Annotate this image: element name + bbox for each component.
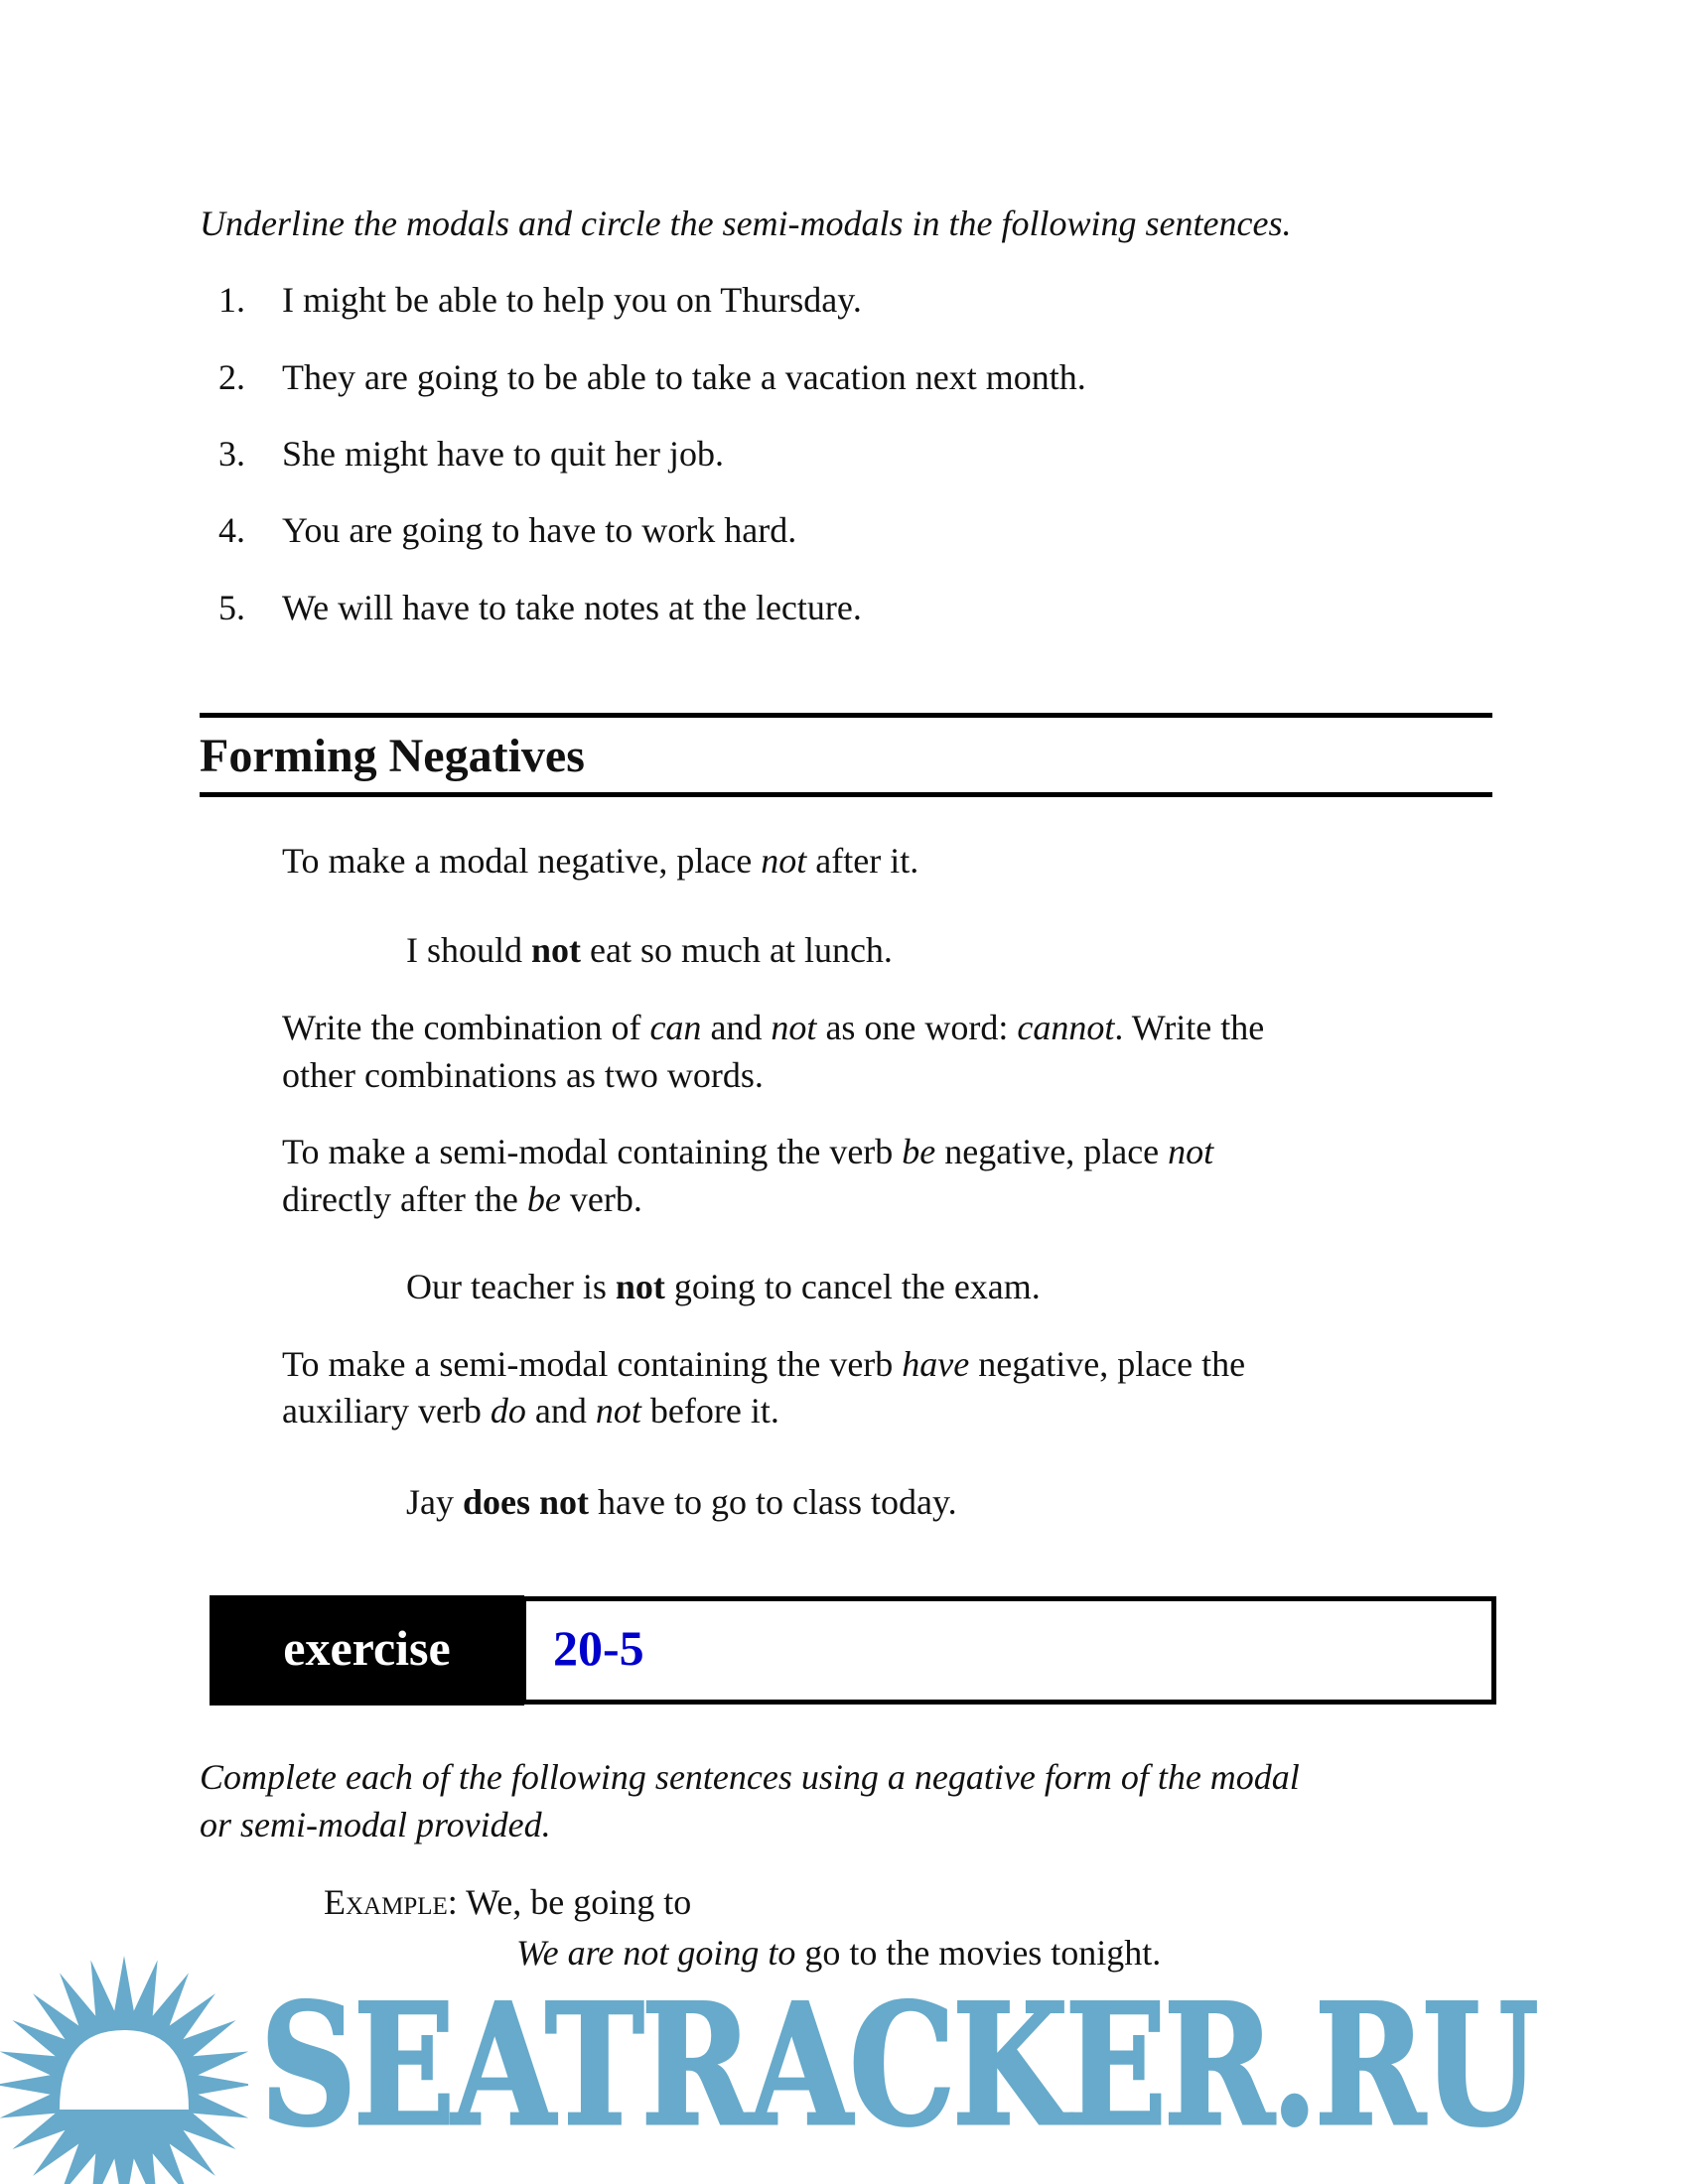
- item-number: 5.: [218, 588, 245, 627]
- instruction-text: Underline the modals and circle the semi-modals in the following sentences.: [200, 204, 1292, 243]
- example-prompt: Example: We, be going to: [324, 1882, 692, 1922]
- item-number: 2.: [218, 357, 245, 397]
- paragraph-semi-modal-have-line2: auxiliary verb do and not before it.: [282, 1391, 779, 1431]
- list-item: She might have to quit her job.: [282, 434, 724, 474]
- paragraph-semi-modal-be: To make a semi-modal containing the verb be negative, place not: [282, 1132, 1214, 1171]
- example-sentence: Our teacher is not going to cancel the exam.: [406, 1267, 1041, 1306]
- exercise-instruction-line2: or semi-modal provided.: [200, 1805, 551, 1844]
- exercise-instruction: Complete each of the following sentences using a negative form of the modal: [200, 1757, 1300, 1797]
- example-sentence: I should not eat so much at lunch.: [406, 930, 893, 970]
- paragraph-modal-negative: To make a modal negative, place not after it.: [282, 841, 919, 881]
- item-number: 3.: [218, 434, 245, 474]
- list-item: I might be able to help you on Thursday.: [282, 280, 862, 320]
- example-sentence: Jay does not have to go to class today.: [406, 1482, 957, 1522]
- exercise-number-box: [521, 1596, 1496, 1705]
- example-answer: We are not going to go to the movies tonight.: [516, 1933, 1162, 1973]
- paragraph-cannot: Write the combination of can and not as one word: cannot. Write the: [282, 1008, 1265, 1047]
- section-heading: Forming Negatives: [200, 730, 585, 782]
- item-number: 4.: [218, 510, 245, 550]
- heading-top-rule: [200, 713, 1492, 718]
- paragraph-semi-modal-be-line2: directly after the be verb.: [282, 1179, 642, 1219]
- list-item: We will have to take notes at the lecture.: [282, 588, 862, 627]
- paragraph-semi-modal-have: To make a semi-modal containing the verb have negative, place the: [282, 1344, 1246, 1384]
- paragraph-cannot-line2: other combinations as two words.: [282, 1055, 764, 1095]
- list-item: You are going to have to work hard.: [282, 510, 797, 550]
- exercise-number: 20-5: [553, 1620, 644, 1676]
- list-item: They are going to be able to take a vacation next month.: [282, 357, 1086, 397]
- sun-logo-icon: [0, 1936, 248, 2184]
- heading-bottom-rule: [200, 792, 1492, 797]
- exercise-label: exercise: [283, 1620, 451, 1676]
- watermark-text: SEATRACKER.RU: [260, 1967, 1536, 2163]
- item-number: 1.: [218, 280, 245, 320]
